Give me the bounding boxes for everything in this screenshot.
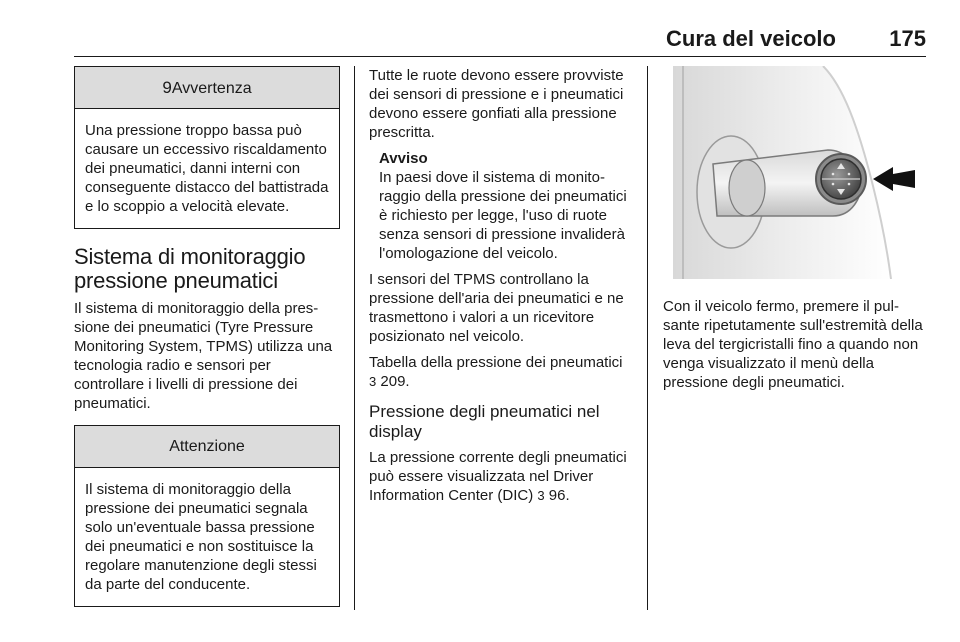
warning-text: Una pressione troppo bassa può causare un eccessivo riscaldamento dei pneumatici, danni interni con conseguente distacco del battistrada e lo scoppio a velocità elevate. xyxy=(85,122,329,215)
paragraph: I sensori del TPMS controllano la pressione dell'aria dei pneumatici e ne trasmettono i valori a un ricevitore posizionato nel veicolo. xyxy=(369,271,624,345)
caution-box-header xyxy=(75,426,339,468)
page-ref-icon: 3 xyxy=(537,488,545,503)
column-left xyxy=(74,66,340,607)
paragraph-text: Tabella della pressione dei pneumatici xyxy=(369,354,623,371)
column-divider xyxy=(647,66,648,610)
warning-icon: 9 xyxy=(162,78,172,97)
page-ref-link[interactable]: 209. xyxy=(380,373,410,390)
section-heading: Sistema di monitoraggio pressione pneumatici xyxy=(74,244,306,293)
page-ref-link[interactable]: 96. xyxy=(548,487,570,504)
subheading: Pressione degli pneumatici nel display xyxy=(369,402,600,441)
caution-box xyxy=(74,425,340,607)
warning-box-title: Avvertenza xyxy=(171,80,252,97)
warning-box-body xyxy=(75,109,339,228)
paragraph-text: La pressione corrente degli pneumatici può essere visualizzata nel Driver Information Center (DIC) xyxy=(369,449,627,504)
page-header xyxy=(74,26,926,54)
instruction-paragraph: Con il veicolo fermo, premere il pulsante ripetutamente sull'estremità della leva del tergicristalli fino a quando non venga visualizzato il menù della pressione degli pneumatici. xyxy=(663,298,923,391)
column-divider xyxy=(354,66,355,610)
caution-box-title: Attenzione xyxy=(169,438,245,455)
section-paragraph: Il sistema di monitoraggio della pressione dei pneumatici (Tyre Pressure Monitoring System, TPMS) utilizza una tecnologia radio e sensori per controllare i livelli di pressione dei pneumatici. xyxy=(74,300,333,412)
column-middle xyxy=(369,66,633,512)
caution-text: Il sistema di monitoraggio della pressione dei pneumatici segnala solo un'eventuale bassa pressione dei pneumatici e non sostituisce la regolare manutenzione degli stessi da parte del conducente. xyxy=(85,481,317,593)
warning-box xyxy=(74,66,340,229)
caution-box-body xyxy=(75,468,339,606)
paragraph: Tutte le ruote devono essere provviste dei sensori di pressione e i pneumatici devono essere gonfiati alla pressione prescritta. xyxy=(369,67,624,141)
column-right xyxy=(663,66,927,399)
header-title: Cura del veicolo xyxy=(666,26,836,51)
warning-box-header xyxy=(75,67,339,109)
note-title: Avviso xyxy=(379,150,428,167)
page-ref-icon: 3 xyxy=(369,374,377,389)
wiper-lever-illustration xyxy=(673,66,920,279)
paragraph xyxy=(369,353,633,391)
paragraph xyxy=(369,448,633,505)
note-text: In paesi dove il sistema di monitoraggio della pressione dei pneumatici è richiesto per legge, l'uso di ruote senza sensori di pressione invaliderà l'omologazione del veicolo. xyxy=(379,169,627,262)
wiper-lever-icon xyxy=(673,66,920,279)
page-number: 175 xyxy=(889,26,926,51)
header-rule xyxy=(74,56,926,57)
note-block xyxy=(369,149,633,263)
